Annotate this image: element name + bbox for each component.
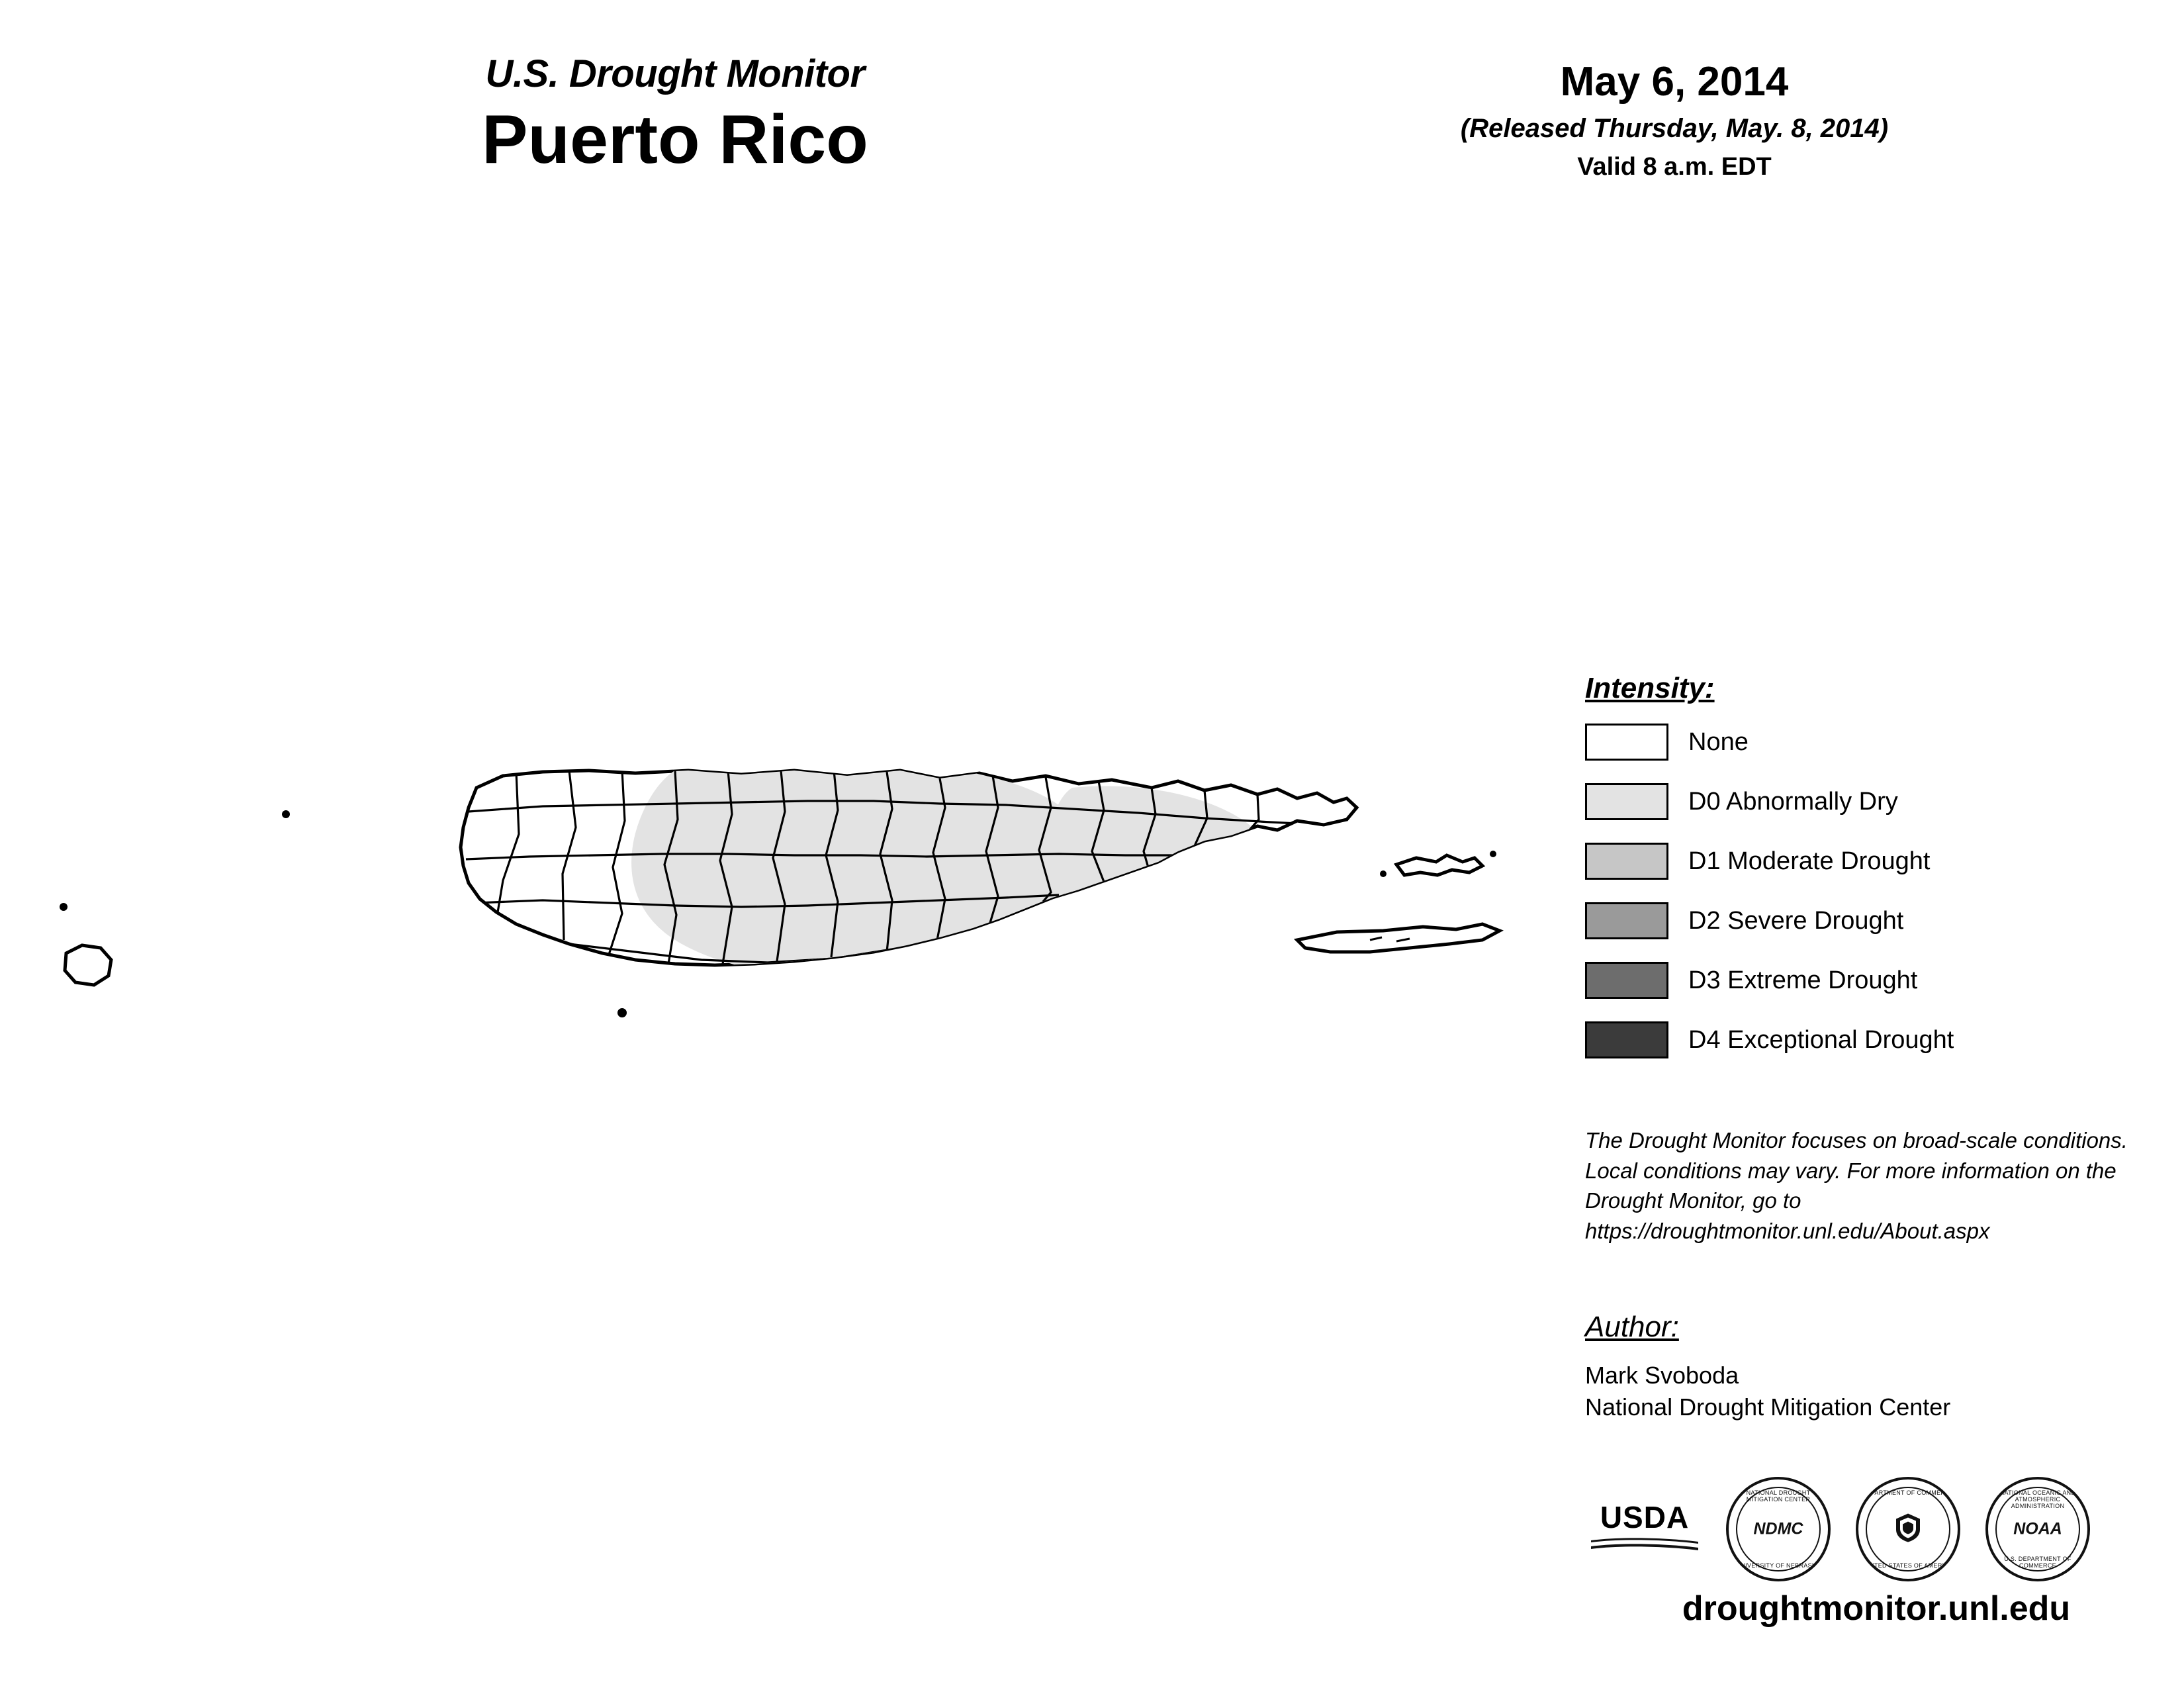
desecheo-islet — [60, 903, 68, 911]
usdc-logo — [1856, 1477, 1960, 1581]
legend-label-d2: D2 Severe Drought — [1688, 906, 1904, 935]
legend-item-d4 — [1585, 1017, 2167, 1062]
mona-island — [65, 945, 111, 985]
legend-swatch-d1 — [1585, 843, 1668, 880]
small-islet-south — [617, 1008, 627, 1017]
page-title: Puerto Rico — [482, 101, 868, 178]
usdc-top-text: DEPARTMENT OF COMMERCE — [1862, 1489, 1954, 1496]
author-heading: Author: — [1585, 1311, 1679, 1343]
usda-logo — [1588, 1499, 1701, 1557]
legend-label-none: None — [1688, 727, 1749, 756]
noaa-top-text: NATIONAL OCEANIC AND ATMOSPHERIC ADMINISTRATION — [1999, 1489, 2076, 1509]
legend-item-d2 — [1585, 898, 2167, 943]
legend-item-d1 — [1585, 839, 2167, 884]
legend-label-d4: D4 Exceptional Drought — [1688, 1025, 1954, 1054]
site-url[interactable]: droughtmonitor.unl.edu — [1682, 1589, 2071, 1628]
disclaimer-text: The Drought Monitor focuses on broad-scale conditions. Local conditions may vary. For more information on the Drought Monitor, go to https://droughtmonitor.unl.edu/About.aspx — [1585, 1128, 2128, 1243]
title-block — [344, 53, 1006, 179]
noaa-wordmark: NOAA — [2013, 1519, 2062, 1538]
legend-label-d3: D3 Extreme Drought — [1688, 966, 1918, 994]
logo-row — [1588, 1473, 2158, 1585]
usdc-bottom-text: UNITED STATES OF AMERICA — [1863, 1562, 1953, 1569]
date-block — [1423, 60, 1926, 181]
legend-label-d0: D0 Abnormally Dry — [1688, 787, 1898, 816]
eagle-shield-icon — [1891, 1510, 1925, 1544]
map-date: May 6, 2014 — [1560, 59, 1789, 105]
ndmc-top-text: NATIONAL DROUGHT MITIGATION CENTER — [1746, 1489, 1811, 1503]
culebra-island — [1380, 851, 1496, 877]
legend-swatch-none — [1585, 724, 1668, 761]
main-island — [461, 755, 1357, 978]
puerto-rico-drought-map — [40, 741, 1549, 1205]
legend-title: Intensity: — [1585, 672, 1715, 704]
noaa-bottom-text: U.S. DEPARTMENT OF COMMERCE — [2004, 1556, 2071, 1569]
author-affiliation: National Drought Mitigation Center — [1585, 1393, 1951, 1421]
author-block — [1585, 1311, 2154, 1423]
legend-item-d3 — [1585, 958, 2167, 1003]
legend-item-d0 — [1585, 779, 2167, 824]
noaa-logo — [1985, 1477, 2090, 1581]
legend-swatch-d0 — [1585, 783, 1668, 820]
usda-wordmark: USDA — [1600, 1499, 1690, 1534]
small-islet-north — [282, 810, 290, 818]
release-date: (Released Thursday, May. 8, 2014) — [1460, 114, 1889, 144]
usdc-emblem-icon — [1858, 1510, 1958, 1549]
legend-label-d1: D1 Moderate Drought — [1688, 847, 1931, 875]
usda-swoosh-icon — [1588, 1536, 1701, 1554]
author-name: Mark Svoboda — [1585, 1362, 1739, 1389]
ndmc-wordmark: NDMC — [1753, 1519, 1803, 1538]
ndmc-logo — [1726, 1477, 1831, 1581]
legend-swatch-d2 — [1585, 902, 1668, 939]
legend — [1585, 672, 2167, 1077]
legend-swatch-d3 — [1585, 962, 1668, 999]
vieques-island — [1297, 924, 1500, 952]
program-title: U.S. Drought Monitor — [485, 52, 865, 95]
legend-item-none — [1585, 720, 2167, 765]
ndmc-bottom-text: UNIVERSITY OF NEBRASKA — [1736, 1562, 1821, 1569]
valid-time: Valid 8 a.m. EDT — [1577, 153, 1772, 181]
legend-swatch-d4 — [1585, 1021, 1668, 1058]
